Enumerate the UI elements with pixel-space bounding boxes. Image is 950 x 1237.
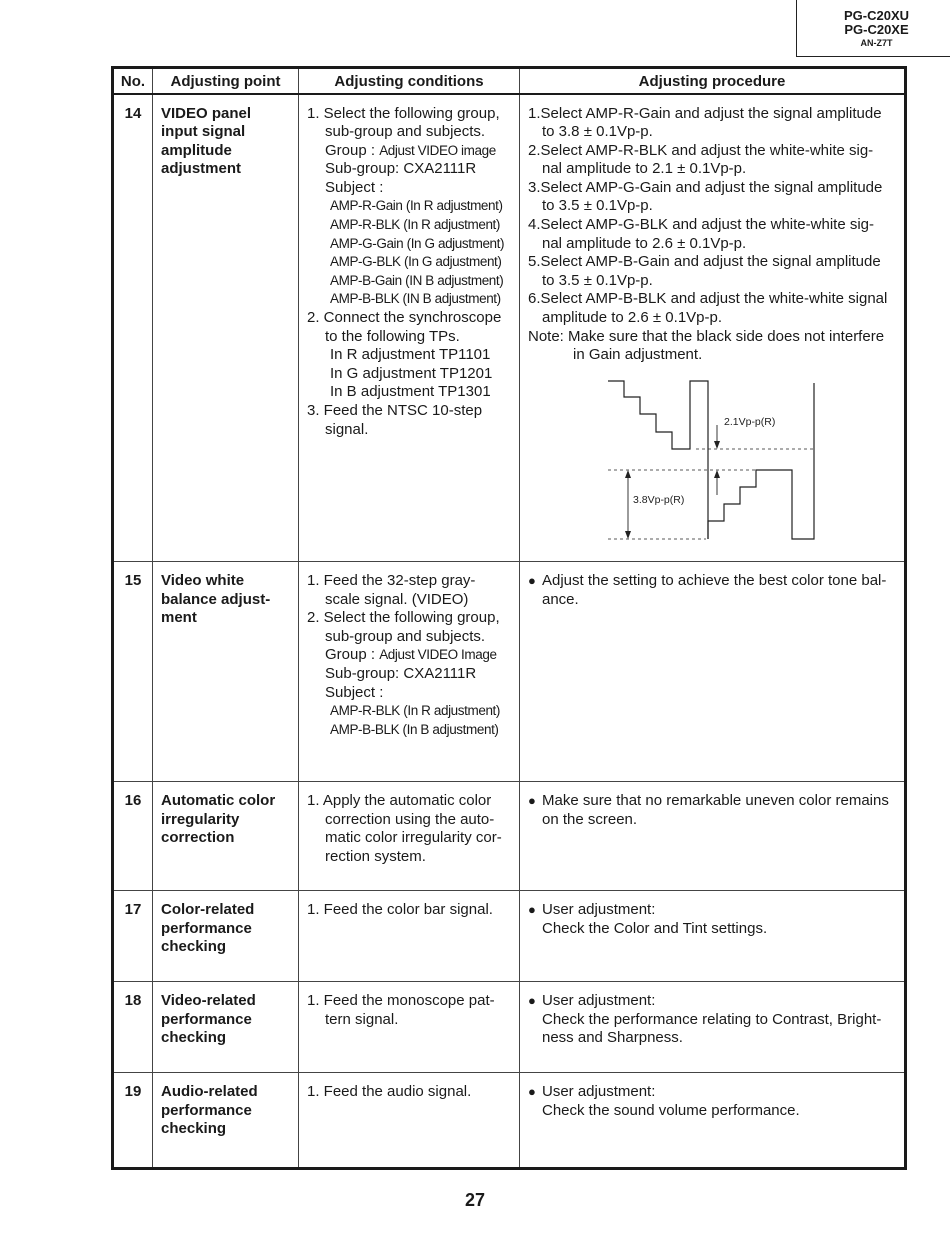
table-header-row — [113, 68, 906, 94]
bullet-icon: ● — [528, 993, 536, 1008]
procedure-bullet: ● User adjustment: Check the sound volume performance. — [528, 1083, 800, 1119]
adjusting-conditions: 1. Feed the audio signal. — [299, 1073, 520, 1169]
table-row — [113, 94, 906, 562]
table-row — [113, 1073, 906, 1169]
adjusting-procedure — [520, 782, 906, 891]
adjusting-point: Video-related performance checking — [153, 982, 299, 1073]
model-name-1: PG-C20XU — [843, 8, 910, 23]
row-number: 18 — [113, 982, 153, 1073]
adjusting-conditions: 1. Select the following group, sub-group and subjects. Group : Adjust VIDEO image Sub-group: CXA2111R Subject : AMP-R-Gain (In R adjustment) AMP-R-BLK (In R adjustment) AMP-G-Gain (In G adjustment) AMP-G-BLK (In G adjustment) AMP-B-Gain (IN B adjustment) AMP-B-BLK (IN B adjustment) 2. Connect the synchroscope to the following TPs. In R adjustment TP1101 In G adjustment TP1201 In B adjustment TP1301 3. Feed the NTSC 10-step signal. — [299, 94, 520, 562]
procedure-step: 3.Select AMP-G-Gain and adjust the signal amplitude to 3.5 ± 0.1Vp-p. — [528, 178, 883, 215]
adjusting-procedure — [520, 94, 906, 562]
adjusting-point: Color-related performance checking — [153, 891, 299, 982]
procedure-bullet: ● User adjustment: Check the performance relating to Contrast, Bright- ness and Sharpness. — [528, 992, 882, 1047]
table-row — [113, 891, 906, 982]
adjusting-procedure — [520, 1073, 906, 1169]
label-2-1vpp: 2.1Vp-p(R) — [724, 415, 776, 428]
row-number: 16 — [113, 782, 153, 891]
adjustment-table — [111, 66, 907, 1170]
adjusting-point: VIDEO panel input signal amplitude adjustment — [153, 94, 299, 562]
page-number: 27 — [464, 1190, 486, 1210]
col-header-procedure: Adjusting procedure — [520, 68, 906, 94]
adjusting-conditions: 1. Feed the 32-step gray- scale signal. (VIDEO) 2. Select the following group, sub-group and subjects. Group : Adjust VIDEO Image Sub-group: CXA2111R Subject : AMP-R-BLK (In R adjustment) AMP-B-BLK (In B adjustment) — [299, 562, 520, 782]
procedure-note: Note: Make sure that the black side does not interfere in Gain adjustment. — [528, 327, 885, 364]
bullet-icon: ● — [528, 902, 536, 917]
adjusting-procedure — [520, 562, 906, 782]
adjusting-point: Video white balance adjust- ment — [153, 562, 299, 782]
adjusting-procedure — [520, 891, 906, 982]
col-header-conditions: Adjusting conditions — [299, 68, 520, 94]
table-row — [113, 562, 906, 782]
row-number: 14 — [113, 94, 153, 562]
procedure-step: 2.Select AMP-R-BLK and adjust the white-white sig- nal amplitude to 2.1 ± 0.1Vp-p. — [528, 141, 874, 178]
procedure-step: 1.Select AMP-R-Gain and adjust the signal amplitude to 3.8 ± 0.1Vp-p. — [528, 104, 882, 141]
adjusting-point: Audio-related performance checking — [153, 1073, 299, 1169]
col-header-no: No. — [113, 68, 153, 94]
label-3-8vpp: 3.8Vp-p(R) — [633, 493, 685, 506]
row-number: 15 — [113, 562, 153, 782]
bullet-icon: ● — [528, 573, 536, 588]
adjusting-conditions: 1. Feed the monoscope pat- tern signal. — [299, 982, 520, 1073]
procedure-step: 5.Select AMP-B-Gain and adjust the signal amplitude to 3.5 ± 0.1Vp-p. — [528, 253, 881, 289]
model-name-3: AN-Z7T — [860, 38, 893, 48]
procedure-step: 4.Select AMP-G-BLK and adjust the white-white sig- nal amplitude to 2.6 ± 0.1Vp-p. — [528, 216, 875, 252]
procedure-bullet: ● Make sure that no remarkable uneven color remains on the screen. — [528, 792, 889, 828]
waveform-diagram — [602, 377, 822, 542]
table-row — [113, 782, 906, 891]
bullet-icon: ● — [528, 793, 536, 808]
adjusting-point: Automatic color irregularity correction — [153, 782, 299, 891]
model-header — [796, 0, 950, 57]
adjusting-procedure — [520, 982, 906, 1073]
model-name-2: PG-C20XE — [844, 22, 909, 37]
adjusting-conditions: 1. Apply the automatic color correction using the auto- matic color irregularity cor- rection system. — [299, 782, 520, 891]
bullet-icon: ● — [528, 1084, 536, 1099]
staircase-waveform-bottom — [708, 383, 814, 539]
procedure-bullet: ● Adjust the setting to achieve the best color tone bal- ance. — [528, 572, 887, 608]
staircase-waveform-top — [608, 381, 708, 539]
procedure-bullet: ● User adjustment: Check the Color and Tint settings. — [528, 901, 768, 937]
row-number: 19 — [113, 1073, 153, 1169]
table-row — [113, 982, 906, 1073]
adjusting-conditions: 1. Feed the color bar signal. — [299, 891, 520, 982]
col-header-point: Adjusting point — [153, 68, 299, 94]
procedure-step: 6.Select AMP-B-BLK and adjust the white-white signal amplitude to 2.6 ± 0.1Vp-p. — [528, 290, 888, 327]
row-number: 17 — [113, 891, 153, 982]
